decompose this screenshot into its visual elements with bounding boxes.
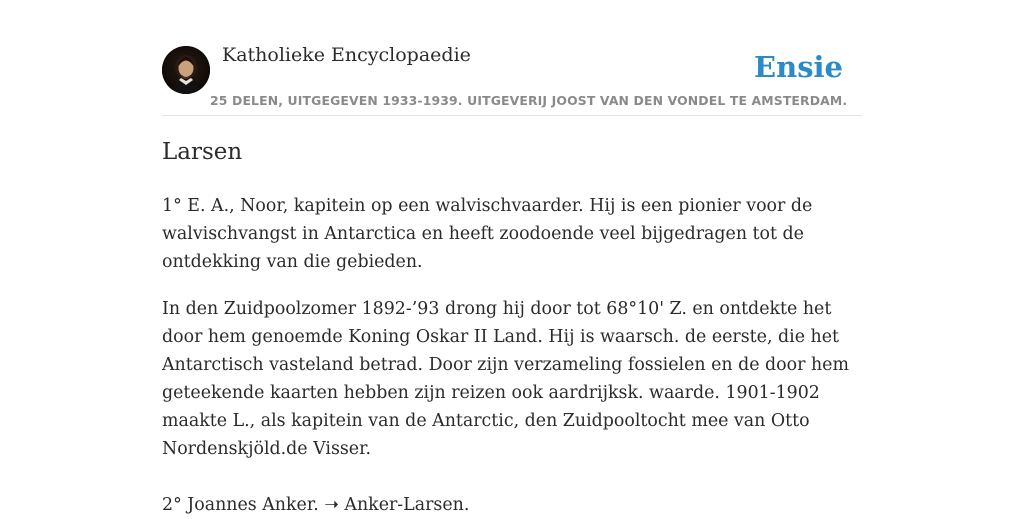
entry-paragraph-2: In den Zuidpoolzomer 1892-’93 drong hij door tot 68°10' Z. en ontdekte het door hem genoemde Koning Oskar II Land. Hij is waarsch. de eerste, die het Antarctisch vasteland betrad. Door zijn verzameling fossielen en de door hem geteekende kaarten hebben zijn reizen ook aardrijksk. waarde. 1901-1902 maakte L., als kapitein van de Antarctic, den Zuidpooltocht mee van Otto Nordenskjöld.de Visser.	[162, 299, 849, 459]
entry-item-2-text: 2° Joannes Anker.	[162, 495, 319, 515]
entry-paragraph-1: 1° E. A., Noor, kapitein op een walvischvaarder. Hij is een pionier voor de walvischvangst in Antarctica en heeft zoodoende veel bijgedragen tot de ontdekking van die gebieden.	[162, 196, 813, 272]
cross-reference-link[interactable]: Anker-Larsen.	[344, 495, 470, 515]
publication-subtitle: 25 DELEN, UITGEGEVEN 1933-1939. UITGEVERIJ JOOST VAN DEN VONDEL TE AMSTERDAM.	[210, 93, 848, 108]
entry-title: Larsen	[162, 139, 243, 165]
brand-logo[interactable]: Ensie	[754, 50, 843, 84]
page	[162, 0, 862, 515]
arrow-right-icon: ➝	[324, 495, 339, 515]
portrait-image	[162, 46, 210, 94]
publication-title[interactable]: Katholieke Encyclopaedie	[222, 44, 471, 66]
publication-avatar[interactable]	[162, 46, 210, 94]
entry-item-2	[162, 491, 862, 519]
publication-header	[162, 0, 862, 116]
